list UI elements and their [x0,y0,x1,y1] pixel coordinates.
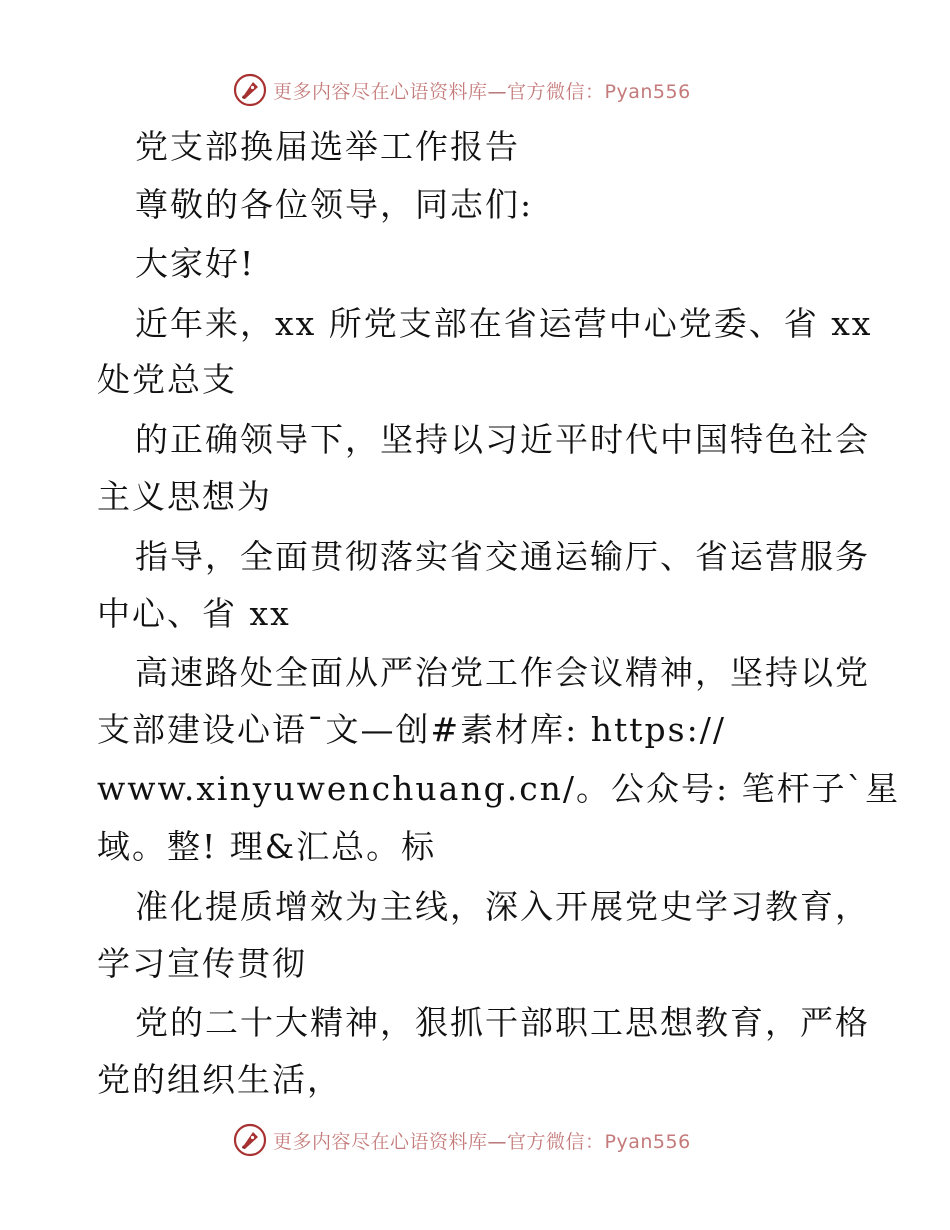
paragraph-line: 指导，全面贯彻落实省交通运输厅、省运营服务 [135,537,870,576]
banner-text [273,77,691,104]
paragraph-line: 党的组织生活， [97,1060,342,1099]
paragraph-line: 学习宣传贯彻 [97,944,307,983]
banner-main-text: 更多内容尽在心语资料库 [273,1130,488,1153]
greeting: 大家好! [135,244,256,283]
banner-text [273,1127,691,1154]
paragraph-line: 近年来，xx 所党支部在省运营中心党委、省 xx [135,304,873,343]
pen-nib-logo-icon [233,1123,267,1157]
banner-main-text: 更多内容尽在心语资料库 [273,80,488,103]
banner-dash: — [487,80,508,103]
paragraph-line: 处党总支 [97,360,237,399]
banner-wechat-label: 官方微信： [507,80,605,103]
banner-wechat-label: 官方微信： [507,1130,605,1153]
paragraph-line: 主义思想为 [97,477,272,516]
pen-nib-logo-icon [233,73,267,107]
footer-banner [233,1121,691,1159]
document-title: 党支部换届选举工作报告 [135,127,520,166]
header-banner [233,71,691,109]
paragraph-line: 支部建设心语¯文—创#素材库: https:// [97,710,726,749]
banner-dash: — [487,1130,508,1153]
paragraph-line: 准化提质增效为主线，深入开展党史学习教育， [135,887,870,926]
banner-wechat-id: Pyan556 [604,80,691,103]
paragraph-line: 党的二十大精神，狠抓干部职工思想教育，严格 [135,1003,870,1042]
paragraph-line: www.xinyuwenchuang.cn/。公众号: 笔杆子`星 [97,769,901,808]
paragraph-line: 的正确领导下，坚持以习近平时代中国特色社会 [135,420,870,459]
paragraph-line: 域。整! 理&汇总。标 [97,827,437,866]
banner-wechat-id: Pyan556 [604,1130,691,1153]
salutation: 尊敬的各位领导，同志们: [135,185,534,224]
paragraph-line: 高速路处全面从严治党工作会议精神，坚持以党 [135,653,870,692]
paragraph-line: 中心、省 xx [97,594,291,633]
